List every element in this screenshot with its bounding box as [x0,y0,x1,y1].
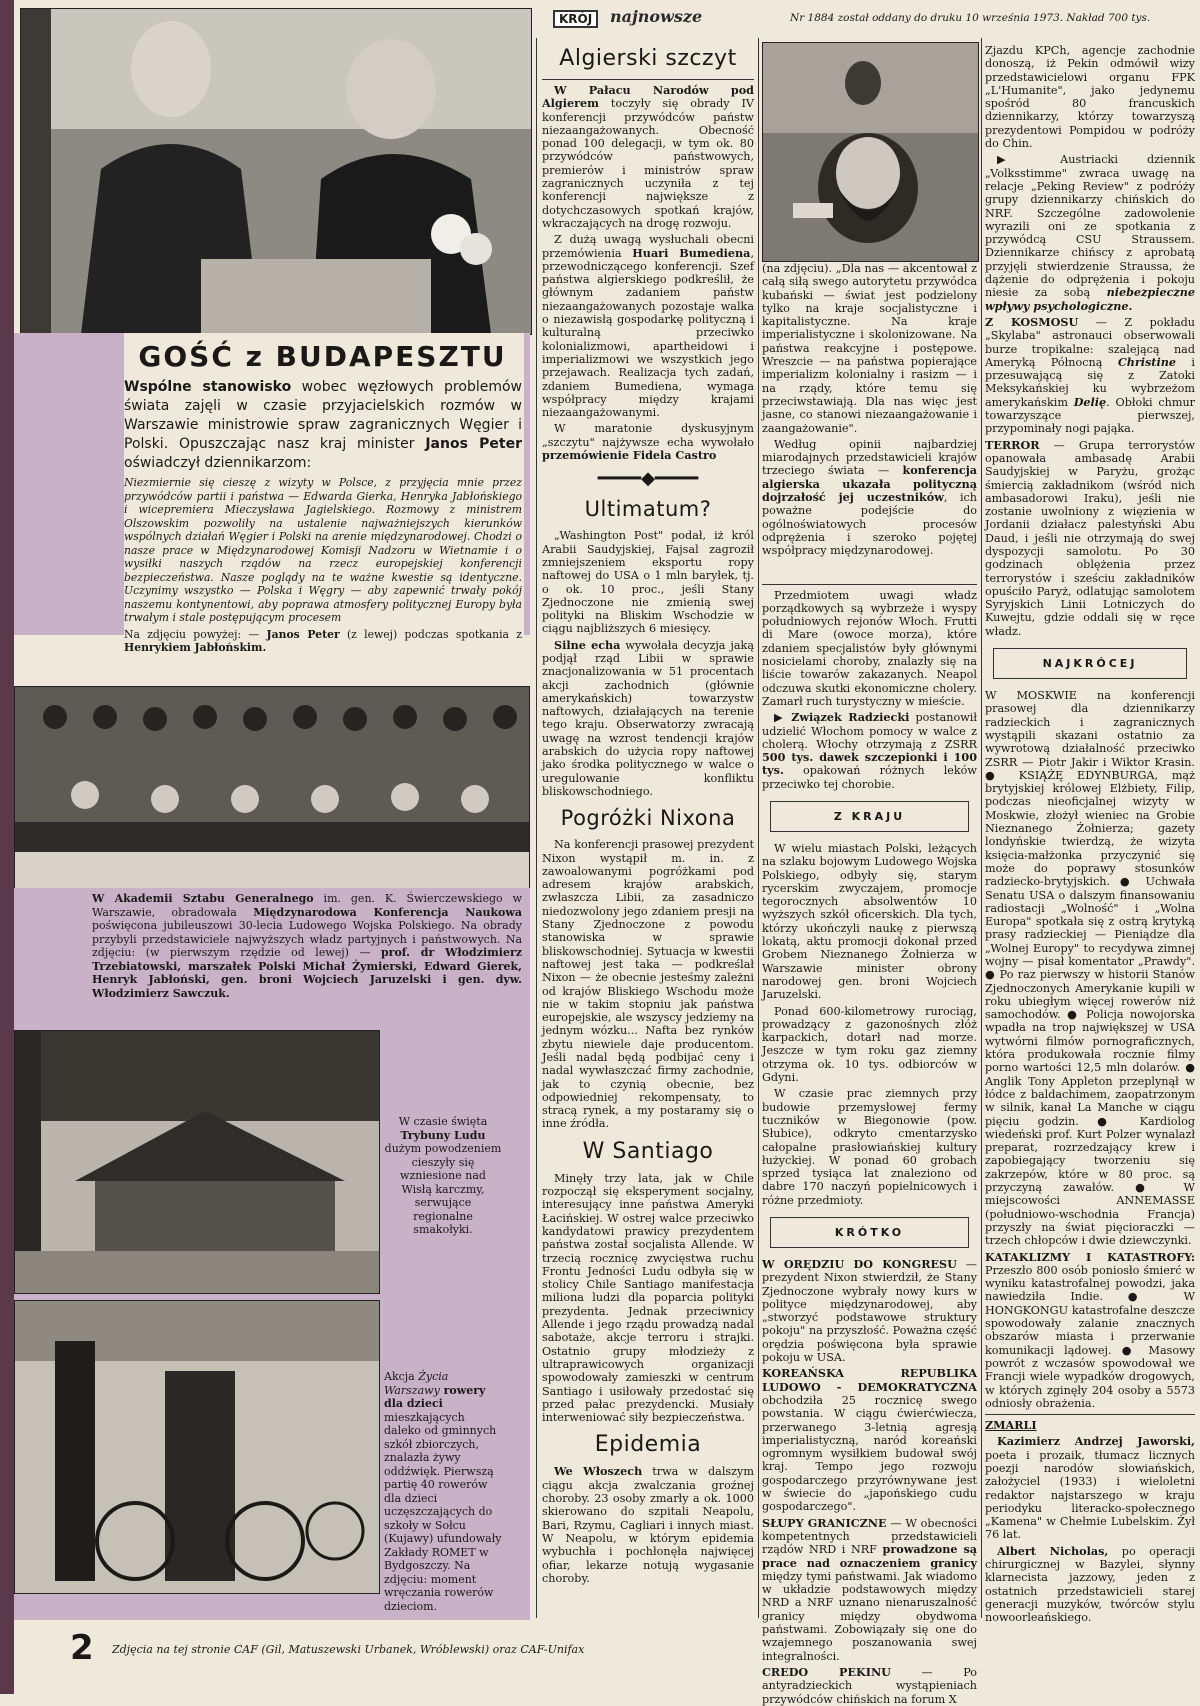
krotko-h1: W ORĘDZIU DO KONGRESU [762,1257,957,1271]
zmarli-p2-text: po operacji chirurgicznej w Bazylei, słynny klarnecista jazzowy, jeden z ostatnich przedstawicieli starej generacji muzyków, twórców stylu nowoorleańskiego. [985,1544,1196,1625]
najkrocej-heading: NAJKRÓCEJ [993,648,1187,679]
ultimatum-p2-text: wywołała decyzja jaką podjął rząd Libii w sprawie znacjonalizowania w 51 procentach akcji zachodnich (głównie amerykańskich) towarzystw naftowych, działających na terenie tego kraju. Obserwatorzy zwracają uwagę na wzrost tendencji krajów arabskich do użycia ropy naftowej jako środka politycznego w walce o uregulowanie konfliktu bliskowschodniego. [542,638,754,798]
right-p4-bold: TERROR [985,437,1040,452]
krotko-p3 [762,1517,977,1663]
epidemia-p1 [542,1465,754,1585]
ultimatum-title: Ultimatum? [584,497,712,522]
algiers-p4 [762,438,977,558]
algiers-p2 [542,233,754,419]
right-p3 [985,316,1195,436]
santiago-p1: Minęły trzy lata, jak w Chile rozpoczął się eksperyment socjalny, interesujący inne państwa Ameryki Łacińskiej. W ostrej walce przeciwko kandydatowi prawicy prezydentem państwa został socjalista Allende. W trzecią rocznicę zwycięstwa ruchu Frontu Jedności Ludu odbyła się w stolicy Chile Santiago manifestacja miliona ludzi dla poparcia polityki prezydenta. Jednak przeciwnicy Allende i jego rządu prowadzą nadal sabotaże, akcje terroru i strajki. Ostatnio grupy młodzieży z ultraprawicowych organizacji spowodowały zamieszki w centrum Santiago i usiłowały przedostać się przed pałac prezydencki. Musiały interweniować siły bezpieczeństwa. [542,1171,754,1425]
zkraju-p3: W czasie prac ziemnych przy budowie przemysłowej fermy tuczników w Biegonowie (pow. Słubice), odkryto cmentarzysko całopalne prasłowiańskiej kultury łużyckiej. W ponad 60 grobach sprzed tysiąca lat znaleziono od dabre 170 naczyń popielnicowych i różne przedmioty. [762,1087,977,1207]
page-edge-strip [0,0,14,1694]
krotko-heading: KRÓTKO [770,1217,969,1248]
column-divider-2 [758,38,759,1618]
guest-lead-text: wobec węzłowych problemów świata zajęli w czasie przyjacielskich rozmów w Warszawie ministrowie spraw zagranicznych Węgier i Polski. Opuszczając nasz kraj minister [124,379,522,452]
bikes-caption-bold: rowery dla dzieci [384,1383,486,1410]
academy-caption-start: W Akademii Sztabu Generalnego [92,892,314,905]
algiers-p3-bold: przemówienie Fidela Castro [542,448,717,463]
algiers-p4-b: , ich poważne podejście do ogólnoświatowych procesów odprężenia i szeroko pojętej współpracy międzynarodowej. [762,491,977,558]
krotko-p4 [762,1666,977,1706]
academy-caption-names: prof. dr Włodzimierz Trzebiatowski, marszałek Polski Michał Żymierski, Edward Gierek, Henryk Jabłoński, gen. broni Wojciech Jaruzelski i gen. dyw. Włodzimierz Sawczuk. [92,946,522,1000]
algiers-p1-text: toczyły się obrady IV konferencji przywódców państw niezaangażowanych. Obecność ponad 100 delegacji, w tym ok. 80 przywódców państwowych, premierów i ministrów spraw zagranicznych uczyniła z tej konferencji największe z dotychczasowych spotkań krajów, wkraczających na drogę rozwoju. [542,97,754,230]
bikes-caption [384,1370,502,1613]
guest-title: GOŚĆ z BUDAPESZTU [138,340,507,373]
guest-lead-name: Janos Peter [425,436,522,452]
algiers-title: Algierski szczyt [559,46,737,71]
right-p2: ▶ Austriacki dziennik „Volksstimme" zwraca uwagę na relacje „Peking Review" z podróży grupy dziennikarzy chińskich do NRF. Szczególne zadowolenie wyrazili oni ze spotkania z przywódcą CSU Straussem. Dziennikarze chińscy z aprobatą przyjęli stwierdzenie Straussa, że dążenie do odprężenia i pokoju niesie za sobą niebezpieczne wpływy psychologiczne. [985,153,1195,313]
zkraju-p1: W wielu miastach Polski, leżących na szlaku bojowym Ludowego Wojska Polskiego, odbyły się, starym rycerskim zwyczajem, promocje tegorocznych absolwentów 10 wyższych szkół oficerskich. Dla tych, którzy ukończyli naukę z pierwszą lokatą, aktu promocji dokonał przed Grobem Nieznanego Żołnierza w Warszawie minister obrony narodowej gen. broni Wojciech Jaruzelski. [762,841,977,1002]
academy-photo-art [15,687,529,889]
photo-festival-tavern [14,1030,380,1294]
right-p3-bold: Z KOSMOSU [985,314,1079,329]
photo-credits: Zdjęcia na tej stronie CAF (Gil, Matuszewski Urbanek, Wróblewski) oraz CAF-Unifax [112,1643,585,1656]
algiers-p1 [542,84,754,230]
zmarli-heading: ZMARLI [985,1418,1037,1433]
algiers-p2-a: Z dużą uwagą wysłuchali obecni przemówienia [542,233,754,260]
nixon-p1: Na konferencji prasowej prezydent Nixon wystąpił m. in. z zawoalowanymi pogróżkami pod adresem krajów arabskich, zwłaszcza Libii, za zasadniczo niedozwolony jego zdaniem presji na Stany Zjednoczone z powodu stanowiska w sprawie bliskowschodniej. Sytuacja w kwestii naftowej jest taka — podkreślał Nixon — że obecnie jesteśmy zależni od krajów Bliskiego Wschodu może nie w takim stopniu jak państwa europejskie, ale wszyscy jedziemy na jednym wózku... Nafta bez rynków zbytu niewiele daje producentom. Jeśli nadal będą podbijać ceny i nadal wywłaszczać firmy zachodnie, jak to czynią obecnie, bez odpowiedniej rekompensaty, to stracą rynek, a my postaramy się o inne źródła. [542,838,754,1131]
krotko-p3-text: — W obecności kompetentnych przedstawicieli rządów NRD i NRF [762,1516,977,1557]
epidemia-p2: Przedmiotem uwagi władz porządkowych są wybrzeże i wyspy południowych rejonów Włoch. Frutti di Mare (owoce morza), które zdaniem specjalistów były głównymi nosicielami choroby, znalazły się na liście towarów zakazanych. Neapol odczuwa skutki ekonomiczne cholery. Zamarł ruch turystyczny w mieście. [762,588,977,708]
zmarli-name2: Albert Nicholas, [997,1543,1109,1558]
academy-caption-2: poświęcona jubileuszowi 30-lecia Ludowego Wojska Polskiego. Na obrady przybyli przedstawiciele najwyższych władz partyjnych i państwowych. Na zdjęciu: (w pierwszym rzędzie od lewej) — [92,919,522,959]
algiers-p3-a: W maratonie dyskusyjnym „szczytu" najżywsze echa wywołało [542,422,754,449]
column-4 [985,44,1196,1625]
algiers-p3-cont: (na zdjęciu). „Dla nas — akcentował z całą siłą swego autorytetu przywódca kubański — świat jest podzielony tylko na kraje socjalistyczne i kapitalistyczne. Na kraje imperialistyczne i skolonizowane. Na państwa reakcyjne i postępowe. Wreszcie — na państwa popierające imperializm kolonialny i rasizm — i na rządy, które temu się przeciwstawiają. Dla nas więc jest jasne, co stanowi niezaangażowanie i zaangażowanie". [762,262,977,435]
academy-caption [92,892,522,1000]
algiers-p3 [542,422,754,462]
algiers-p2-bold: Huari Bumediena [632,245,751,260]
epidemia-p3: ▶ Związek Radziecki postanowił udzielić Włochom pomocy w walce z cholerą. Włochy otrzymają z ZSRR 500 tys. dawek szczepionki i 100 tys. opakowań różnych leków przeciwko tej chorobie. [762,710,977,791]
guest-photo-note [124,628,522,655]
krotko-p2-text: obchodziła 25 rocznicę swego powstania. W ciągu ćwierćwiecza, przerwanego 3-letnią agresją imperialistyczną, naród koreański ogromnym wysiłkiem budował swój kraj. Tempo jego rozwoju gospodarczego przyrównywane jest w świecie do „japońskiego cudu gospodarczego". [762,1393,977,1514]
epidemia-p3-text: postanowił udzielić Włochom pomocy w walce z cholerą. Włochy otrzymają z ZSRR [762,711,977,751]
bikes-caption-2: mieszkających daleko od gminnych szkół zbiorczych, znalazła żywy oddźwięk. Pierwszą partię 40 rowerów dla dzieci uczęszczających do szkoły w Sołcu (Kujawy) ufundowały Zakłady ROMET w Bydgoszczy. Na zdjęciu: moment wręczania rowerów dzieciom. [384,1410,502,1613]
zmarli-name1: Kazimierz Andrzej Jaworski, [997,1434,1195,1449]
right-p2-it: niebezpieczne wpływy psychologiczne. [985,285,1195,313]
guest-photo-note-mid: (z lewej) podczas spotkania z [339,627,522,641]
page-number: 2 [70,1628,94,1668]
ultimatum-p2 [542,639,754,799]
epidemia-p3-end: opakowań różnych leków przeciwko tej chorobie. [762,764,977,791]
bikes-caption-it: Życia Warszawy [384,1370,449,1397]
guest-photo-note-name1: Janos Peter [266,627,340,641]
guest-lead-bold: Wspólne stanowisko [124,379,292,395]
algiers-p1-bold: W Pałacu Narodów pod Algierem [542,83,754,111]
academy-caption-box [14,888,530,1022]
section-separator: ━━━━◆━━━━ [597,468,699,490]
masthead-logo: KRÓJ [553,10,598,28]
guest-photo-note-name2: Henrykiem Jabłońskim. [124,640,267,654]
bikes-caption-1: Akcja [384,1370,419,1383]
krotko-h2: KOREAŃSKA REPUBLIKA LUDOWO - DEMOKRATYCZNA [762,1366,977,1394]
guest-text [124,378,522,654]
zkraju-heading: Z KRAJU [770,801,969,832]
photo-fidel-castro [762,42,979,262]
bicycles-photo-art [15,1301,379,1593]
ministers-photo-art [21,9,531,334]
najkrocej-text: W MOSKWIE na konferencji prasowej dla dziennikarzy radzieckich i zagranicznych wystąpili skazani ostatnio za wywrotową działalność przeciwko ZSRR — Piotr Jakir i Wiktor Krasin. ● KSIĄŻĘ EDYNBURGA, mąż brytyjskiej królowej Elżbiety, Filip, podczas nieoficjalnej wizyty w Moskwie, złożył wieniec na Grobie Nieznanego Żołnierza; gazety londyńskie twierdzą, że wizyta księcia-małżonka przyczynić się może do poprawy stosunków radziecko-brytyjskich. ● Uchwała Senatu USA o dalszym finansowaniu radiostacji „Wolność" i „Wolna Europa" spotkała się z ostrą krytyką prasy radzieckiej — Pieniądze dla „Wolnej Europy" to recydywa zimnej wojny — pisał komentator „Prawdy". ● Po raz pierwszy w historii Stanów Zjednoczonych Amerykanie kupili w roku ubiegłym więcej rowerów niż samochodów. ● Policja nowojorska wpadła na trop największej w USA wytwórni filmów pornograficznych, która produkowała rocznie filmy porno wartości 12,5 mln dolarów. ● Anglik Tony Appleton przeplynął w łódce z baldachimem, zaopatrzonym w silnik, kanał La Manche w ciągu pięciu godzin. ● Kardiolog wiedeński prof. Kurt Polzer wynalazł preparat, rozrzedzający krew i zapobiegający tworzeniu się zakrzepów, które w 80 proc. są przyczyną zawałów. ● W miejscowości ANNEMASSE (południowo-wschodnia Francja) przyszły na świat pięcioraczki — trzech chłopców i dwie dziewczynki. [985,689,1195,1248]
right-p3-end: . Obłoki chmur towarzyszące pierwszej, przypominały nogi pająka. [985,395,1195,436]
festival-caption [384,1115,502,1237]
krotko-h4: CREDO PEKINU [762,1664,891,1679]
right-p2-text: Austriacki dziennik „Volksstimme" zwraca uwagę na relacje „Peking Review" z podróży grupy dziennikarzy chińskich do NRF. Szczególne zadowolenie wyrazili oni ze spotkania z przywódcą CSU Straussem. Dziennikarze chińscy z aprobatą przyjęli stwierdzenie Straussa, że dążenie do odprężenia i pokoju niesie za sobą [985,153,1195,300]
right-p3-text: — Z pokładu „Skylaba" astronauci obserwowali burze tropikalne: szalejącą nad Ameryką Północną [985,315,1195,369]
algiers-p2-b: , przewodniczącego konferencji. Szef państwa algierskiego podkreślił, że głównym zadaniem państw niezaangażowanych pozostaje walka o niezawisłą gospodarkę polityczną i kulturalną przeciwko kolonializmowi, apartheidowi i imperializmowi we wszystkich jego przejawach. Realizacja tych zadań, zdaniem Bumediena, wymaga współpracy między krajami niezaangażowanymi. [542,246,754,420]
zmarli-p2 [985,1545,1195,1625]
ultimatum-p2-bold: Silne echa [554,637,621,652]
krotko-p1 [762,1258,977,1364]
right-p3-mid: i przesuwającą się z Zatoki Meksykańskiej ku wybrzeżom amerykańskim [985,355,1195,409]
guest-quote: Niezmiernie się cieszę z wizyty w Polsce, z przyjęcia mnie przez przywódców partii i państwa — Edwarda Gierka, Henryka Jabłońskiego i wicepremiera Mieczysława Jagielskiego. Rozmowy z ministrem Olszowskim pozwoliły na ustalenie najważniejszych kierunków wspólnych działań Węgier i Polski na arenie międzynarodowej. Chodzi o nasze prace w Międzynarodowej Komisji Nadzoru w Wietnamie i o wysiłki naszych rządów na rzecz europejskiej konferencji bezpieczeństwa. Nasze poglądy na te ważne kwestie są identyczne. Uczynimy wszystko — Polska i Węgry — aby zapewnić trwały pokój naszemu kontynentowi, aby poprawa atmosfery politycznej Europy była trwałym i stale postępującym procesem [124,476,522,624]
column-3 [762,262,978,1706]
photo-bicycles [14,1300,380,1594]
disasters [985,1251,1195,1411]
epidemia-p3-bold2: 500 tys. dawek szczepionki i 100 tys. [762,750,977,778]
photo-academy-conference [14,686,530,890]
zkraju-p2: Ponad 600-kilometrowy rurociąg, prowadzący z gazonośnych złóż karpackich, dotarł nad morze. Jeszcze w tym roku gaz ziemny otrzyma ok. 10 tys. odbiorców w Gdyni. [762,1004,977,1085]
algiers-p4-a: Według opinii najbardziej miarodajnych przedstawicieli krajów trzeciego świata — [762,437,977,478]
festival-caption-1: W czasie święta [398,1115,488,1128]
guest-lead [124,378,522,473]
column-2 [542,38,754,1618]
right-p4 [985,439,1195,638]
epidemia-p3-bold: Związek Radziecki [791,710,910,725]
krotko-p3-bold: prowadzone są prace nad oznaczeniem granicy [762,1542,977,1570]
disasters-head: KATAKLIZMY I KATASTROFY: [985,1249,1195,1264]
krotko-p1-text: — prezydent Nixon stwierdził, że Stany Zjednoczone wybrały nowy kurs w polityce międzynarodowej, aby „stworzyć podstawowe struktury pokoju" na przyszłość. Poważna część orędzia poświęcona była sprawie pokoju w USA. [762,1258,977,1365]
festival-caption-bold: Trybuny Ludu [400,1128,486,1142]
academy-caption-bold: Międzynarodowa Konferencja Naukowa [253,905,522,919]
zmarli-p1 [985,1435,1195,1541]
column-divider-3 [981,38,982,1618]
krotko-p2 [762,1367,977,1513]
castro-photo-art [763,43,978,261]
column-divider [536,38,537,1618]
zmarli-p1-text: poeta i prozaik, tłumacz licznych poezji narodów słowiańskich, założyciel (1933) i wieloletni redaktor najstarszego w kraju periodyku literacko-społecznego „Kamena" w Chełmie Lubelskim. Żył 76 lat. [985,1448,1195,1542]
epidemia-p1-text: trwa w dalszym ciągu akcja zwalczania groźnej choroby. 23 osoby zmarły a ok. 1000 skierowano do szpitali Neapolu, Bari, Rzymu, Cagliari i innych miast. W Neapolu, w którym epidemia wybuchła i pochłonęła najwięcej ofiar, lekarze notują wygasanie choroby. [542,1465,754,1585]
right-p4-text: — Grupa terrorystów opanowała ambasadę Arabii Saudyjskiej w Paryżu, grożąc śmiercią zakładnikom (wśród nich ambasadorowi Iraku), jeśli nie zostanie uwolniony z więzienia w Jordanii działacz palestyński Abu Daud, i jeśli nie otrzymają do swej dyspozycji samolotu. Po 30 godzinach oblężenia przez terrorystów i sześciu zakładników opuściło Paryż, odlatując samolotem Syryjskich Linii Lotniczych do Kuwejtu, gdzie oddali się w ręce władz. [985,438,1195,638]
guest-photo-note-start: Na zdjęciu powyżej: — [124,627,267,641]
right-p1: Zjazdu KPCh, agencje zachodnie donoszą, iż Pekin odmówił wizy przedstawicielowi organu FPK „L'Humanite", jako jedynemu spośród 80 francuskich dziennikarzy, którzy towarzyszą prezydentowi Pompidou w podróży do Chin. [985,44,1195,151]
academy-caption-1: im. gen. K. Świerczewskiego w Warszawie, obradowała [92,892,522,919]
ultimatum-p1: „Washington Post" podał, iż król Arabii Saudyjskiej, Fajsal zagroził zmniejszeniem eksportu ropy naftowej do USA o 1 mln baryłek, tj. o ok. 10 proc., jeśli Stany Zjednoczone nie zmienią swej polityki na Bliskim Wschodzie w ciągu najbliższych 6 miesięcy. [542,529,754,636]
algiers-p4-bold: konferencja algierska ukazała polityczną dojrzałość jej uczestników [762,463,977,505]
krotko-p3-b: między tymi państwami. Jak wiadomo w układzie podstawowych między NRD a NRF uznano nienaruszalność granicy między obydwoma państwami. Zobowiązały się one do wzajemnego poszanowania swej integralności. [762,1569,977,1663]
print-note-text: Nr 1884 został oddany do druku 10 września 1973. Nakład 700 tys. [790,12,1151,24]
krotko-h3: SŁUPY GRANICZNE [762,1515,887,1530]
photo-ministers-meeting [20,8,532,335]
print-note [535,6,1200,28]
santiago-title: W Santiago [582,1138,714,1164]
epidemia-p1-bold: We Włoszech [554,1464,643,1479]
right-p3-it2: Delię [1073,394,1107,409]
krotko-p4-text: — Po antyradzieckich wystąpieniach przywódców chińskich na forum X [762,1665,978,1706]
nixon-title: Pogróżki Nixona [560,806,736,831]
festival-caption-2: dużym powodzeniem cieszyły się wzniesione nad Wisłą karczmy, serwujące regionalne smakołyki. [384,1142,502,1236]
masthead-script: najnowsze [610,7,703,26]
festival-photo-art [15,1031,379,1293]
guest-lead-end: oświadczył dziennikarzom: [124,455,312,471]
disasters-text: Przeszło 800 osób poniosło śmierć w wyniku katastrofalnej powodzi, jaka nawiedziła Indie. ● W HONGKONGU katastrofalne deszcze spowodowały zalanie znacznych obszarów miasta i przerwanie komunikacji lądowej. ● Masowy powrót z wczasów spowodował we Francji wiele wypadków drogowych, w których zginęły 204 osoby a 5573 odniosły obrażenia. [985,1263,1195,1410]
right-p3-it1: Christine [1117,354,1176,369]
epidemia-title: Epidemia [594,1432,702,1458]
